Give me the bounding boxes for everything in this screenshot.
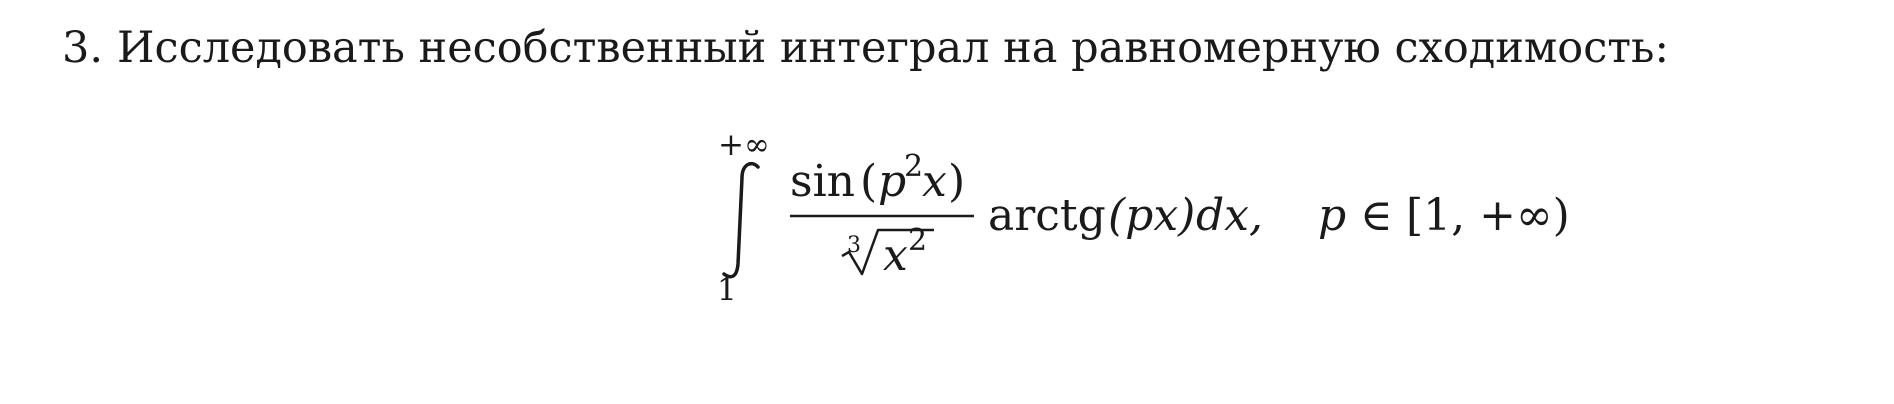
numerator-open-paren: (: [860, 156, 878, 207]
integral-sign: [724, 164, 758, 277]
numerator-close-paren: ): [948, 156, 966, 207]
parameter-p: p: [1318, 190, 1347, 241]
problem-number: 3.: [62, 23, 104, 73]
problem-text: Исследовать несобственный интеграл на равномерную сходимость:: [117, 23, 1669, 73]
element-of-symbol: ∈: [1360, 190, 1393, 241]
numerator-exponent: 2: [904, 149, 924, 184]
radicand-x: x: [883, 230, 908, 281]
arctg-factor: [988, 190, 1263, 241]
numerator-p: p: [878, 156, 907, 207]
sin-function: sin: [790, 156, 855, 207]
root-radicand: [883, 223, 927, 281]
numerator-x: x: [922, 156, 947, 207]
parameter-domain: [1318, 190, 1570, 241]
integral-lower-limit: 1: [717, 272, 737, 308]
arctg-argument: (px): [1108, 190, 1196, 241]
fraction-numerator: [790, 136, 965, 207]
parameter-range: [1, +∞): [1406, 190, 1570, 241]
differential: dx,: [1196, 190, 1263, 241]
arctg-function: arctg: [988, 190, 1106, 241]
integral-upper-limit: +∞: [718, 127, 770, 163]
root-index: 3: [847, 233, 861, 258]
radicand-exponent: 2: [908, 223, 928, 258]
